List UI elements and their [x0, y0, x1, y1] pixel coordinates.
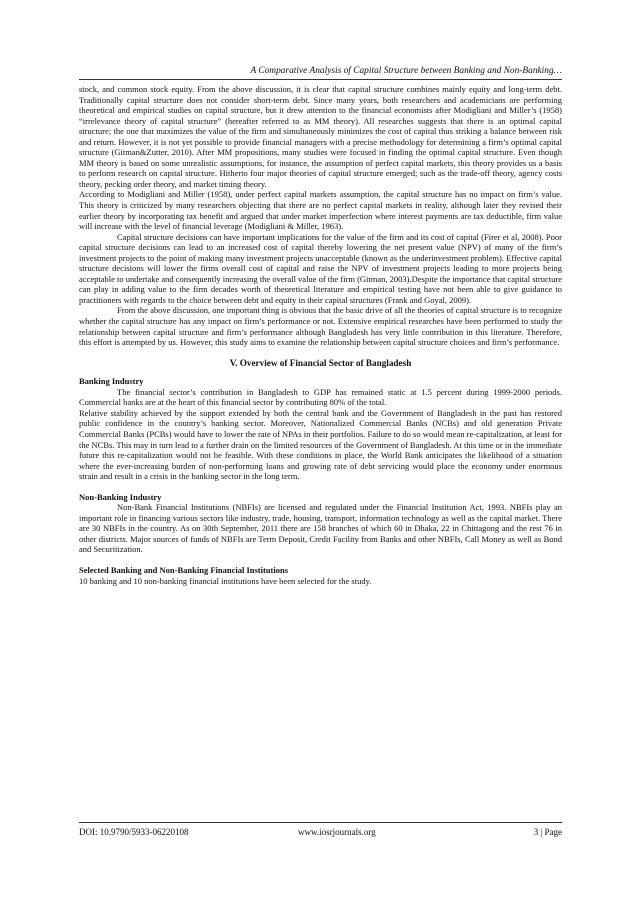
- paragraph-intro-2: According to Modigliani and Miller (1958), under perfect capital markets assumption, the capital structure has no impact on firm’s value. This theory is criticized by many researchers objecting that there are no perfect capital markets in reality, although later they revised their earlier theory by incorporating tax benefit and argued that under market imperfection where interest payments are tax deductible, firm value will increase with the level of financial leverage (Modigliani & Miller, 1963).: [79, 189, 562, 232]
- banking-paragraph-1: The financial sector’s contribution in Bangladesh to GDP has remained static at 1.5 percent during 1999-2000 periods. Commercial banks are at the heart of this financial sector by contributing 80% of the total.: [79, 386, 562, 408]
- footer-doi: DOI: 10.9790/5933-06220108: [79, 827, 189, 837]
- selected-heading: Selected Banking and Non-Banking Financial Institutions: [79, 564, 289, 575]
- footer-website: www.iosrjournals.org: [298, 827, 376, 837]
- banking-heading: Banking Industry: [79, 376, 144, 387]
- nonbanking-paragraph-1: Non-Bank Financial Institutions (NBFIs) are licensed and regulated under the Financial Institution Act, 1993. NBFIs play an important role in financing various sectors like industry, trade, housing, transport, information technology as well as the capital market. There are 30 NBFIs in the country. As on 30th September, 2011 there are 158 branches of which 60 in Dhaka, 22 in Chittagong and the rest 76 in other districts. Major sources of funds of NBFIs are Term Deposit, Credit Facility from Banks and other NBFIs, Call Money as well as Bond and Securitization.: [79, 502, 562, 555]
- banking-paragraph-2: Relative stability achieved by the support extended by both the central bank and the Government of Bangladesh in the past has restored public confidence in the country’s banking sector. Moreover, Nationalized Commercial Banks (NCBs) and old generation Private Commercial Banks (PCBs) would have to lower the rate of NPAs in their portfolios. Failure to do so would mean re-capitalization, at least for the NCBs. This may in turn lead to a further drain on the limited resources of the Government of Bangladesh. At this time or in the immediate future this re-capitalization would not be feasible. With these conditions in place, the World Bank anticipates the likelihood of a situation where the ever-increasing burden of non-performing loans and growing rate of debt servicing would place the economy under enormous strain and result in a crisis in the banking sector in the long term.: [79, 407, 562, 482]
- paragraph-intro-4: From the above discussion, one important thing is obvious that the basic drive of all the theories of capital structure is to recognize whether the capital structure has any impact on firm’s performance or not. Extensive empirical researches have been performed to study the relationship between capital structure and firm’s performance although Bangladesh has very little contribution in this literature. Therefore, this effort is attempted by us. However, this study aims to examine the relationship between capital structure choices and firm’s performance.: [79, 305, 562, 348]
- selected-paragraph-1: 10 banking and 10 non-banking financial institutions have been selected for the study.: [79, 575, 372, 586]
- header-rule: [79, 79, 562, 80]
- footer-rule: [79, 822, 562, 823]
- paragraph-intro-1: stock, and common stock equity. From the above discussion, it is clear that capital structure combines mainly equity and long-term debt. Traditionally capital structure does not consider short-term debt. Since many years, both researchers and academicians are performing theoretical and empirical studies on capital structure, but it drew attention to the financial economists after Modigliani and Miller’s (1958) “irrelevance theory of capital structure” (hereafter referred to as MM theory). All researches suggests that there is an optimal capital structure; the one that maximizes the value of the firm and simultaneously minimizes the cost of capital thus striking a balance between risk and return. However, it is not yet possible to provide financial managers with a precise methodology for determining a firm’s optimal capital structure (Gitman&Zutter, 2010). After MM propositions, many studies were focused in finding the optimal capital structure. Even though MM theory is based on some unrealistic assumptions, for instance, the assumption of perfect capital markets, this theory provides us a basis to perform research on capital structure. Hitherto four major theories of capital structure emerged; such as the trade-off theory, agency costs theory, pecking order theory, and market timing theory.: [79, 84, 562, 189]
- page: [79, 0, 562, 903]
- paragraph-intro-3: Capital structure decisions can have important implications for the value of the firm and its cost of capital (Firer et al, 2008). Poor capital structure decisions can lead to an increased cost of capital thereby lowering the net present value (NPV) of many of the firm’s investment projects to the point of making many investment projects unacceptable (known as the underinvestment problem). Effective capital structure decisions will lower the firms overall cost of capital and raise the NPV of investment projects leading to more projects being acceptable to undertake and consequently increasing the overall value of the firm (Gitman, 2003).Despite the importance that capital structure can play in adding value to the firm decades worth of theoretical literature and empirical testing have not been able to give guidance to practitioners with regards to the choice between debt and equity in their capital structures (Frank and Goyal, 2009).: [79, 231, 562, 305]
- section-title: V. Overview of Financial Sector of Bangladesh: [229, 357, 412, 368]
- body-text: [79, 84, 562, 586]
- running-header: A Comparative Analysis of Capital Structure between Banking and Non-Banking…: [250, 66, 562, 76]
- footer-page-number: 3 | Page: [533, 827, 562, 837]
- nonbanking-heading: Non-Banking Industry: [79, 491, 162, 502]
